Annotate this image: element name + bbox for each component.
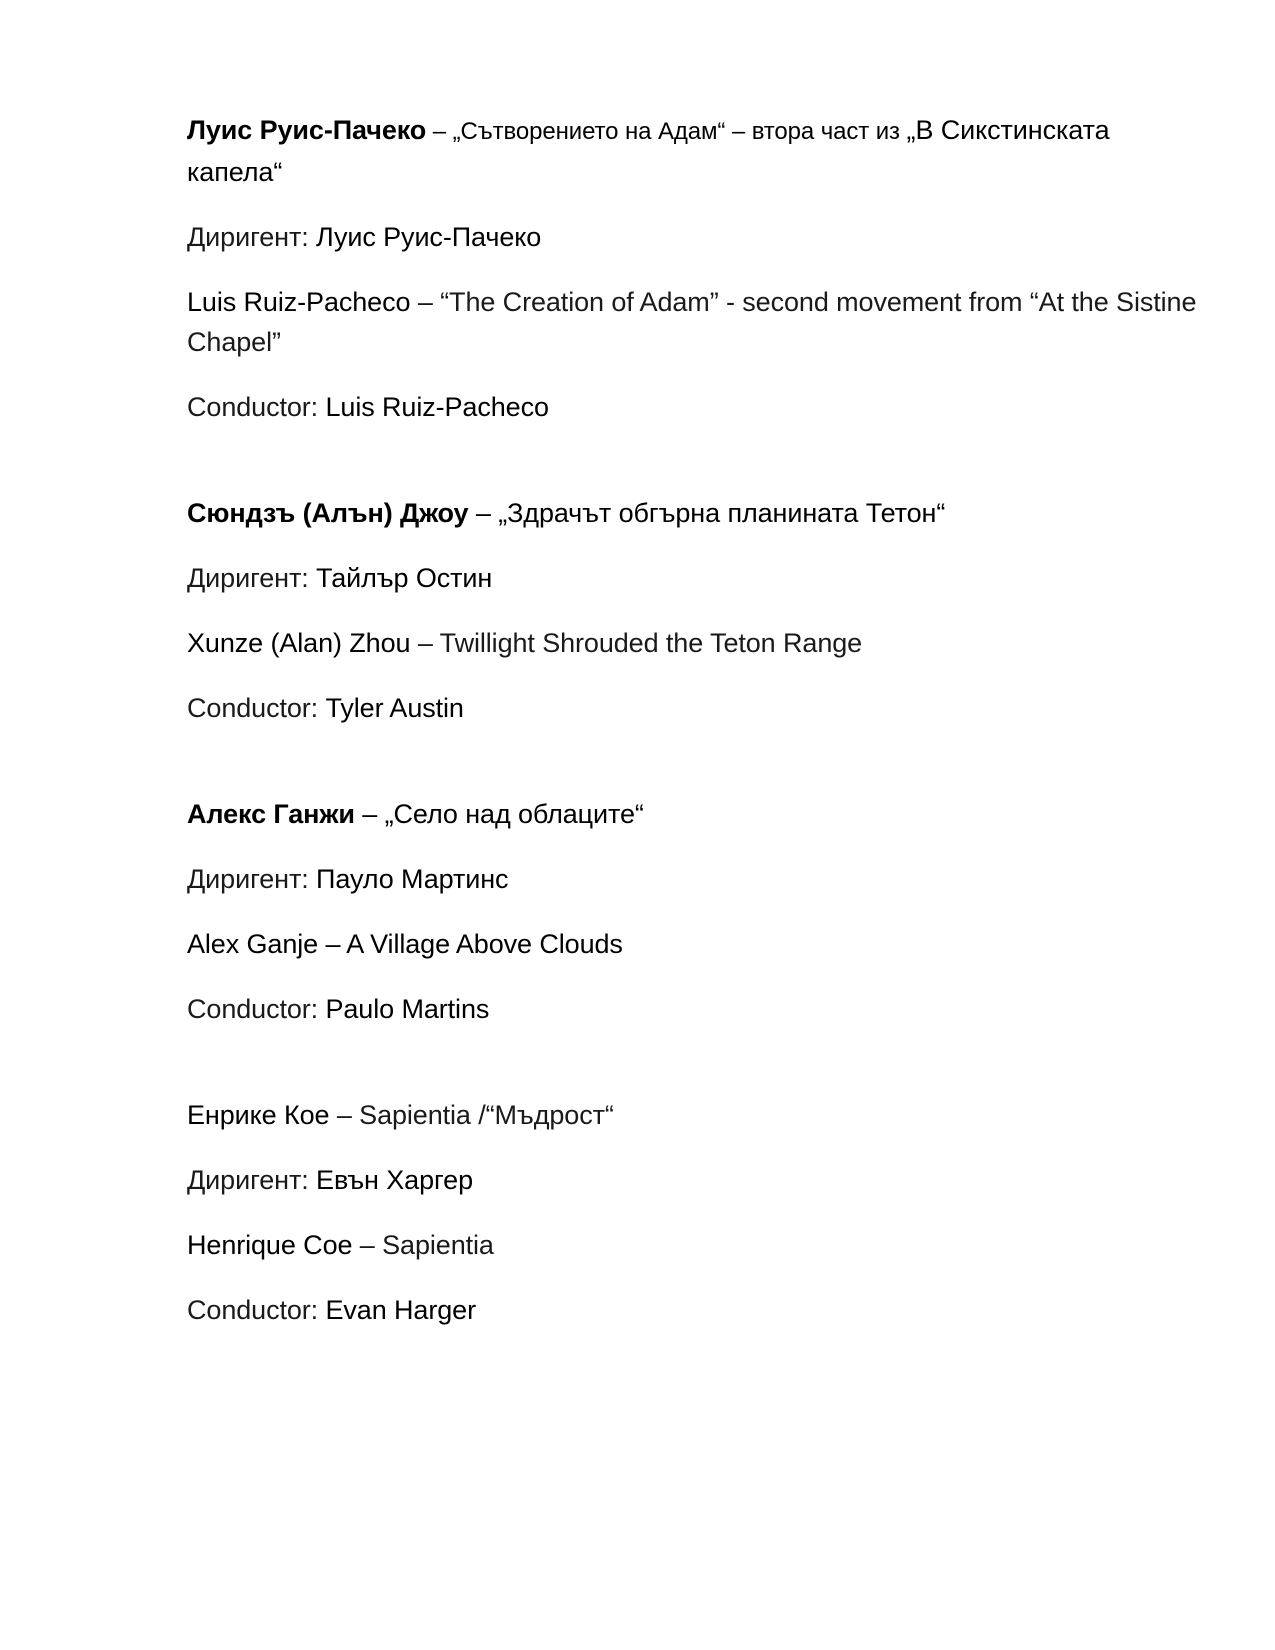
bg-conductor-line xyxy=(187,558,1197,598)
en-work-line: Alex Ganje – A Village Above Clouds xyxy=(187,929,623,959)
separator: – xyxy=(354,799,385,829)
en-title-line xyxy=(187,282,1197,362)
separator: – xyxy=(468,498,499,528)
en-conductor-name: Tyler Austin xyxy=(325,693,464,723)
en-conductor-line xyxy=(187,387,1197,427)
en-title-line xyxy=(187,623,1197,663)
en-conductor-name: Paulo Martins xyxy=(325,994,490,1024)
bg-work-title: Sapientia /“Мъдрост“ xyxy=(359,1100,614,1130)
bg-composer: Алекс Ганжи xyxy=(187,799,355,829)
en-title-line xyxy=(187,1225,1197,1265)
en-conductor-label: Conductor: xyxy=(187,1295,326,1325)
bg-conductor-name: Евън Харгер xyxy=(316,1165,474,1195)
bg-conductor-label: Диригент: xyxy=(187,864,317,894)
bg-conductor-line xyxy=(187,217,1197,257)
bg-title-line xyxy=(187,794,1197,834)
en-conductor-name: Luis Ruiz-Pacheco xyxy=(325,392,549,422)
en-conductor-label: Conductor: xyxy=(187,693,326,723)
bg-conductor-name: Луис Руис-Пачеко xyxy=(316,222,542,252)
en-title-line xyxy=(187,924,1197,964)
en-work-title: “The Creation of Adam” - second movement from “At the Sistine Chapel” xyxy=(187,287,1197,357)
program-entry xyxy=(187,493,1197,728)
separator: – xyxy=(410,287,441,317)
en-conductor-line xyxy=(187,1290,1197,1330)
en-composer: Henrique Coe xyxy=(187,1230,353,1260)
en-conductor-label: Conductor: xyxy=(187,392,326,422)
bg-title-line xyxy=(187,1095,1197,1135)
bg-work-title: „Здрачът обгърна планината Тетон“ xyxy=(498,498,946,528)
bg-conductor-line xyxy=(187,1160,1197,1200)
bg-title-line xyxy=(187,493,1197,533)
bg-conductor-name: Пауло Мартинс xyxy=(316,864,509,894)
en-conductor-name: Evan Harger xyxy=(325,1295,476,1325)
bg-composer: Енрике Кое xyxy=(187,1100,330,1130)
bg-conductor-label: Диригент: xyxy=(187,563,317,593)
bg-work-title: „Село над облаците“ xyxy=(384,799,644,829)
separator: – xyxy=(329,1100,360,1130)
separator: – xyxy=(352,1230,383,1260)
program-entry xyxy=(187,110,1197,427)
bg-work-title-cont: „В Сикстинската капела“ xyxy=(187,115,1110,187)
bg-title-line xyxy=(187,110,1197,192)
separator: – xyxy=(410,628,440,658)
en-composer: Xunze (Alan) Zhou xyxy=(187,628,411,658)
en-work-title: Twillight Shrouded the Teton Range xyxy=(439,628,863,658)
separator: – xyxy=(426,118,453,145)
en-conductor-line xyxy=(187,989,1197,1029)
bg-conductor-label: Диригент: xyxy=(187,1165,317,1195)
program-entry xyxy=(187,1095,1197,1330)
en-work-title: Sapientia xyxy=(382,1230,494,1260)
program-entry xyxy=(187,794,1197,1029)
en-composer: Luis Ruiz-Pacheco xyxy=(187,287,411,317)
bg-conductor-name: Тайлър Остин xyxy=(316,563,493,593)
bg-composer: Луис Руис-Пачеко xyxy=(187,115,427,145)
bg-composer: Сюндзъ (Алън) Джоу xyxy=(187,498,469,528)
en-conductor-label: Conductor: xyxy=(187,994,326,1024)
en-conductor-line xyxy=(187,688,1197,728)
bg-conductor-line xyxy=(187,859,1197,899)
program-list xyxy=(187,110,1197,1396)
bg-conductor-label: Диригент: xyxy=(187,222,317,252)
bg-work-title: „Сътворението на Адам“ – втора част из xyxy=(452,118,907,145)
